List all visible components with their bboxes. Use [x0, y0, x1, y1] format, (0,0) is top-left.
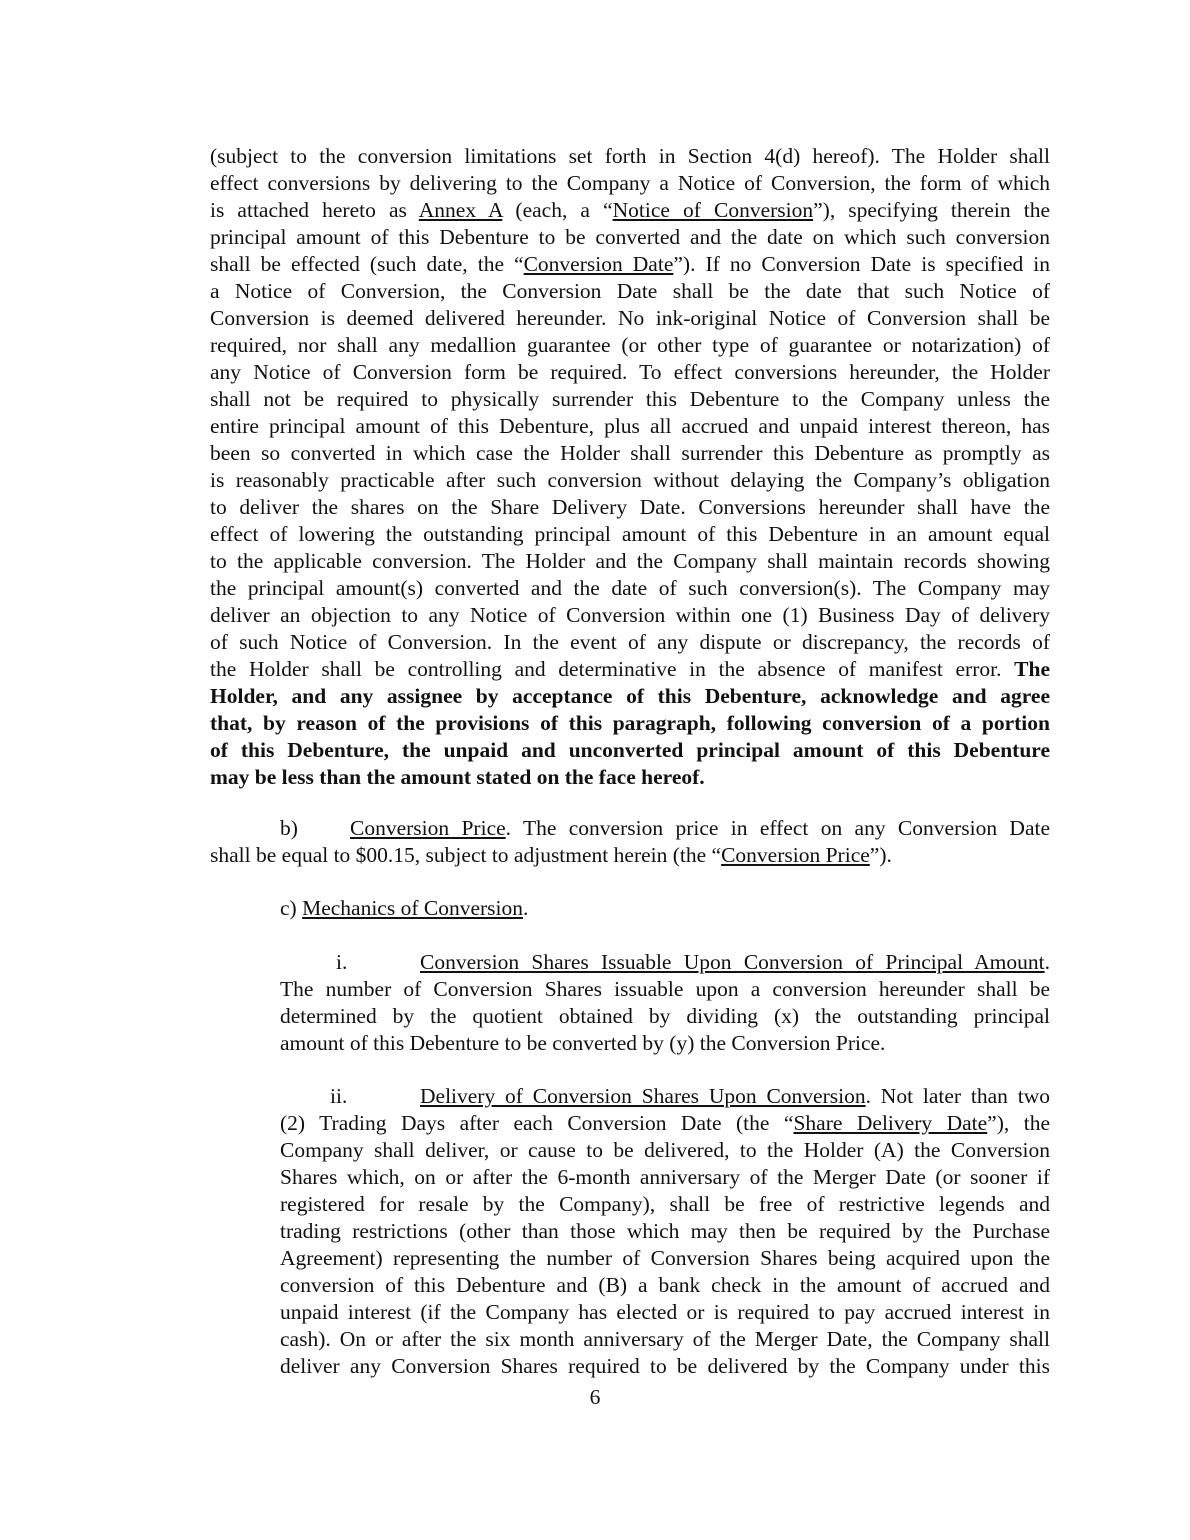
bold-text: that, by reason of the provisions of this paragraph, following conversion of a portion [210, 711, 1050, 735]
text-line [420, 949, 1050, 975]
text-line [210, 170, 1050, 196]
text-line [280, 1218, 1050, 1244]
text-run: ”). [869, 843, 892, 867]
text-line [210, 332, 1050, 358]
text-run: Conversion is deemed delivered hereunder. No ink-original Notice of Conversion shall be [210, 306, 1050, 330]
text-run: ”), the [987, 1111, 1050, 1135]
text-run: effect of lowering the outstanding principal amount of this Debenture in an amount equal [210, 522, 1050, 546]
text-line [350, 815, 1050, 841]
text-line [210, 602, 1050, 628]
text-run: trading restrictions (other than those which may then be required by the Purchase [280, 1219, 1050, 1243]
text-run: (2) Trading Days after each Conversion Date (the “ [280, 1111, 794, 1135]
text-line [210, 197, 1050, 223]
text-run: amount of this Debenture to be converted by (y) the Conversion Price. [280, 1031, 886, 1055]
defined-term: Conversion Date [523, 252, 674, 276]
text-run: Shares which, on or after the 6-month anniversary of the Merger Date (or sooner if [280, 1165, 1050, 1189]
bold-text: The [1014, 657, 1050, 681]
text-line [210, 737, 1050, 763]
text-run: to the applicable conversion. The Holder and the Company shall maintain records showing [210, 549, 1050, 573]
text-line [210, 143, 1050, 169]
text-run: . The conversion price in effect on any Conversion Date [505, 816, 1050, 840]
text-line [210, 224, 1050, 250]
defined-term: Conversion Price [721, 843, 870, 867]
text-line [210, 278, 1050, 304]
text-line [280, 1326, 1050, 1352]
text-line [210, 575, 1050, 601]
text-run: been so converted in which case the Holder shall surrender this Debenture as promptly as [210, 441, 1050, 465]
text-line [280, 1110, 1050, 1136]
bold-text: of this Debenture, the unpaid and unconverted principal amount of this Debenture [210, 738, 1050, 762]
text-line [210, 359, 1050, 385]
defined-term: Delivery of Conversion Shares Upon Conversion [420, 1084, 866, 1108]
text-run: the Holder shall be controlling and determinative in the absence of manifest error. [210, 657, 1015, 681]
text-run: conversion of this Debenture and (B) a bank check in the amount of accrued and [280, 1273, 1050, 1297]
text-line [210, 386, 1050, 412]
text-run: cash). On or after the six month anniversary of the Merger Date, the Company shall [280, 1327, 1050, 1351]
text-run: the principal amount(s) converted and the date of such conversion(s). The Company may [210, 576, 1050, 600]
text-run: determined by the quotient obtained by dividing (x) the outstanding principal [280, 1004, 1050, 1028]
text-line [210, 683, 1050, 709]
defined-term: Conversion Price [350, 816, 506, 840]
text-run: (subject to the conversion limitations set forth in Section 4(d) hereof). The Holder shall [210, 144, 1050, 168]
text-line [210, 764, 1050, 790]
text-run: . Not later than two [865, 1084, 1050, 1108]
text-run: a Notice of Conversion, the Conversion Date shall be the date that such Notice of [210, 279, 1050, 303]
text-line [210, 842, 1050, 868]
text-line [280, 1191, 1050, 1217]
text-run: of such Notice of Conversion. In the event of any dispute or discrepancy, the records of [210, 630, 1050, 654]
page-number: 6 [589, 1385, 601, 1409]
text-line [280, 1137, 1050, 1163]
text-line [280, 1299, 1050, 1325]
defined-term: Mechanics of Conversion [302, 896, 523, 920]
text-run: (each, a “ [502, 198, 613, 222]
text-line [280, 1003, 1050, 1029]
text-run: Agreement) representing the number of Conversion Shares being acquired upon the [280, 1246, 1050, 1270]
text-run: ”), specifying therein the [813, 198, 1050, 222]
bold-text: may be less than the amount stated on the face hereof. [210, 765, 705, 789]
text-line [210, 251, 1050, 277]
text-line [280, 895, 1050, 921]
text-run: shall be equal to $00.15, subject to adjustment herein (the “ [210, 843, 722, 867]
text-run: b) [280, 816, 298, 840]
text-line [280, 1272, 1050, 1298]
text-run: to deliver the shares on the Share Delivery Date. Conversions hereunder shall have the [210, 495, 1050, 519]
text-line [210, 305, 1050, 331]
text-line [280, 1353, 1050, 1379]
text-line [210, 413, 1050, 439]
text-line [280, 1164, 1050, 1190]
text-run: . [523, 896, 529, 920]
text-run: shall not be required to physically surrender this Debenture to the Company unless the [210, 387, 1050, 411]
text-line [280, 1245, 1050, 1271]
text-line [210, 521, 1050, 547]
text-line [210, 710, 1050, 736]
text-line [280, 976, 1050, 1002]
text-run: any Notice of Conversion form be required. To effect conversions hereunder, the Holder [210, 360, 1050, 384]
text-run: . [1044, 950, 1050, 974]
text-run: principal amount of this Debenture to be converted and the date on which such conversion [210, 225, 1050, 249]
text-line [210, 629, 1050, 655]
text-line [280, 1030, 1050, 1056]
text-line [336, 949, 396, 975]
text-run: entire principal amount of this Debenture, plus all accrued and unpaid interest thereon, has [210, 414, 1050, 438]
text-run: effect conversions by delivering to the Company a Notice of Conversion, the form of which [210, 171, 1050, 195]
text-run: deliver any Conversion Shares required to be delivered by the Company under this [280, 1354, 1050, 1378]
text-run: ii. [330, 1084, 348, 1108]
text-line [210, 548, 1050, 574]
text-run: Company shall deliver, or cause to be delivered, to the Holder (A) the Conversion [280, 1138, 1050, 1162]
text-line [210, 467, 1050, 493]
defined-term: Share Delivery Date [793, 1111, 988, 1135]
text-run: required, nor shall any medallion guarantee (or other type of guarantee or notarization) of [210, 333, 1050, 357]
text-line [210, 494, 1050, 520]
text-run: is reasonably practicable after such conversion without delaying the Company’s obligation [210, 468, 1050, 492]
text-run: ”). If no Conversion Date is specified in [673, 252, 1051, 276]
text-run: The number of Conversion Shares issuable upon a conversion hereunder shall be [280, 977, 1050, 1001]
defined-term: Notice of Conversion [612, 198, 814, 222]
text-line [210, 656, 1050, 682]
text-run: is attached hereto as [210, 198, 419, 222]
text-run: c) [280, 896, 303, 920]
text-line [210, 440, 1050, 466]
text-line [420, 1083, 1050, 1109]
defined-term: Annex A [418, 198, 503, 222]
bold-text: Holder, and any assignee by acceptance of this Debenture, acknowledge and agree [210, 684, 1050, 708]
defined-term: Conversion Shares Issuable Upon Conversion of Principal Amount [420, 950, 1045, 974]
text-run: deliver an objection to any Notice of Conversion within one (1) Business Day of delivery [210, 603, 1050, 627]
text-run: i. [336, 950, 348, 974]
text-run: registered for resale by the Company), shall be free of restrictive legends and [280, 1192, 1050, 1216]
text-run: unpaid interest (if the Company has elected or is required to pay accrued interest in [280, 1300, 1050, 1324]
text-run: shall be effected (such date, the “ [210, 252, 524, 276]
text-line [330, 1083, 390, 1109]
